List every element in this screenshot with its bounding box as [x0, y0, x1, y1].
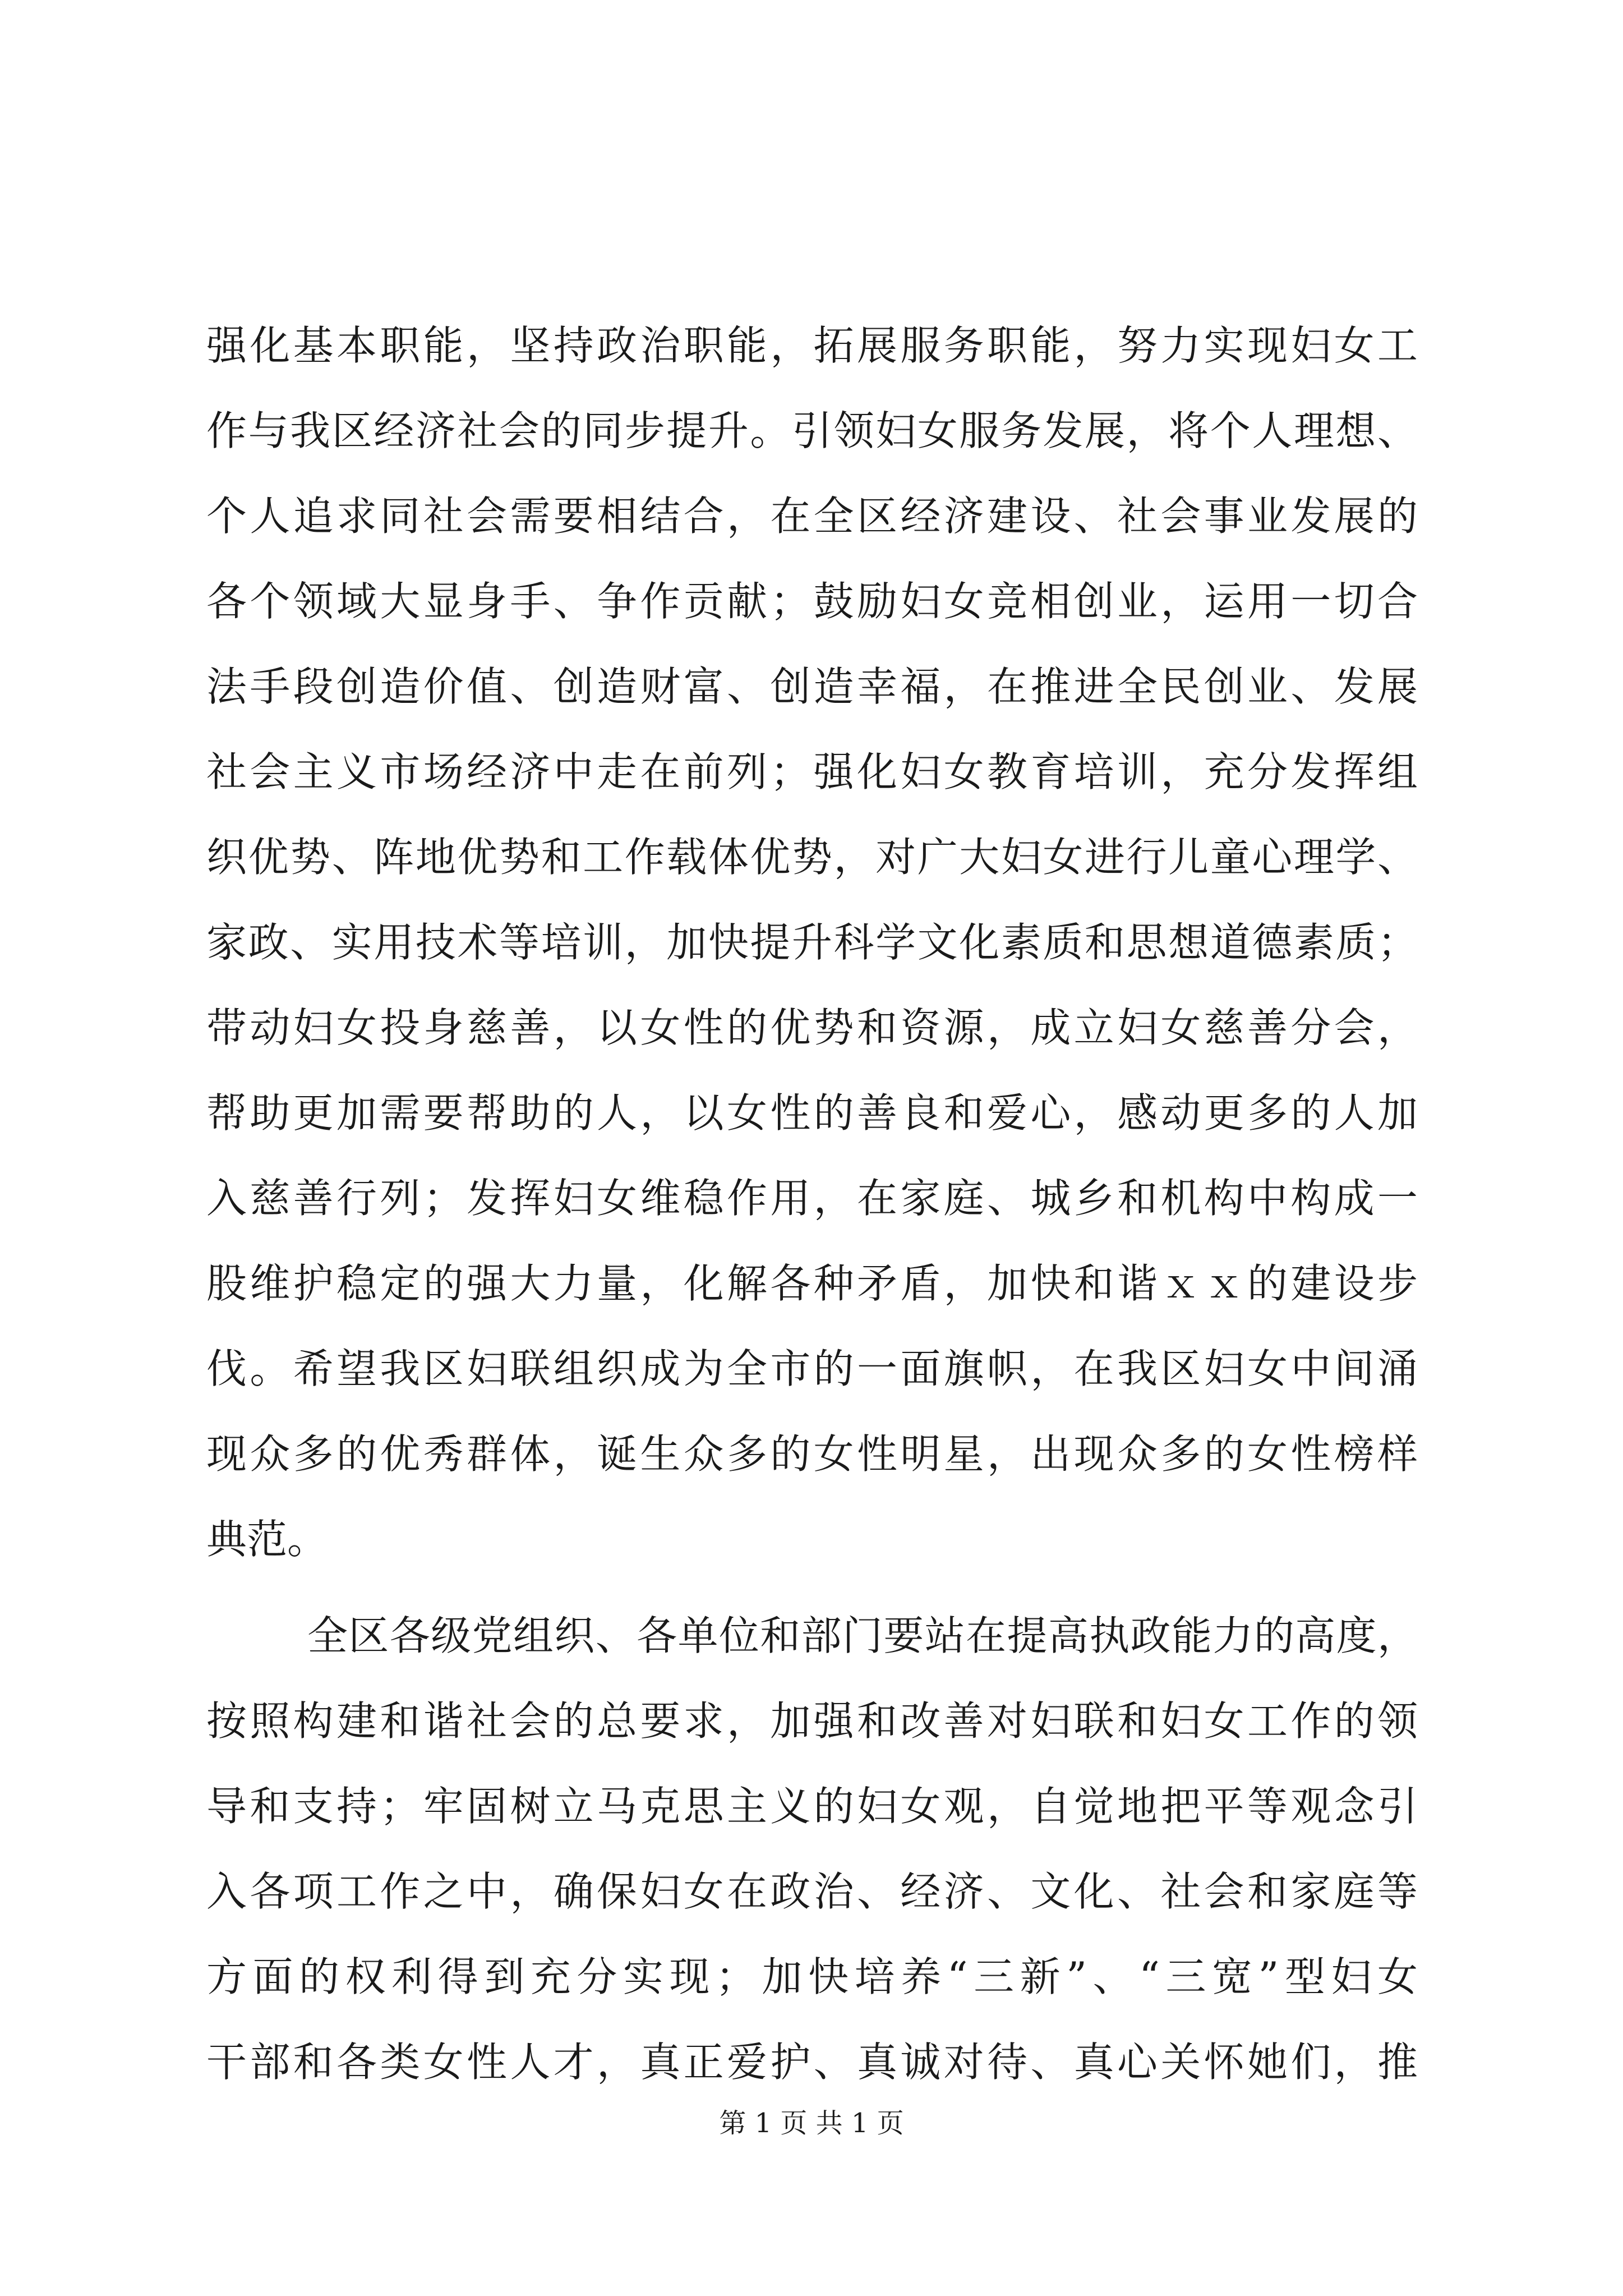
paragraph-gap — [206, 1582, 1418, 1593]
text-line: 各个领域大显身手、争作贡献；鼓励妇女竞相创业，运用一切合 — [206, 578, 1418, 625]
page-number-label: 第 1 页 共 1 页 — [719, 2108, 904, 2139]
text-line: 带动妇女投身慈善，以女性的优势和资源，成立妇女慈善分会， — [206, 1004, 1418, 1051]
text-line: 帮助更加需要帮助的人，以女性的善良和爱心，感动更多的人加 — [206, 1089, 1418, 1137]
text-line: 个人追求同社会需要相结合，在全区经济建设、社会事业发展的 — [206, 493, 1418, 540]
text-line: 方面的权利得到充分实现；加快培养“三新”、“三宽”型妇女 — [206, 1953, 1418, 2000]
text-line: 入慈善行列；发挥妇女维稳作用，在家庭、城乡和机构中构成一 — [206, 1175, 1418, 1222]
text-line: 伐。希望我区妇联组织成为全市的一面旗帜，在我区妇女中间涌 — [206, 1345, 1418, 1392]
paragraph-2 — [206, 1593, 1418, 2105]
document-body — [206, 303, 1418, 2105]
text-line: 现众多的优秀群体，诞生众多的女性明星，出现众多的女性榜样 — [206, 1430, 1418, 1478]
text-line: 作与我区经济社会的同步提升。引领妇女服务发展，将个人理想、 — [206, 407, 1418, 454]
paragraph-1 — [206, 303, 1418, 1582]
text-line: 织优势、阵地优势和工作载体优势，对广大妇女进行儿童心理学、 — [206, 834, 1418, 881]
page-footer — [0, 2106, 1623, 2140]
text-line: 干部和各类女性人才，真正爱护、真诚对待、真心关怀她们，推 — [206, 2039, 1418, 2086]
text-line: 入各项工作之中，确保妇女在政治、经济、文化、社会和家庭等 — [206, 1868, 1418, 1915]
text-line-last: 典范。 — [206, 1516, 328, 1563]
text-line-first: 全区各级党组织、各单位和部门要站在提高执政能力的高度， — [307, 1612, 1418, 1659]
text-line: 家政、实用技术等培训，加快提升科学文化素质和思想道德素质； — [206, 919, 1418, 966]
text-line: 股维护稳定的强大力量，化解各种矛盾，加快和谐ｘｘ的建设步 — [206, 1260, 1418, 1307]
text-line: 法手段创造价值、创造财富、创造幸福，在推进全民创业、发展 — [206, 663, 1418, 710]
text-line: 导和支持；牢固树立马克思主义的妇女观，自觉地把平等观念引 — [206, 1783, 1418, 1830]
text-line: 强化基本职能，坚持政治职能，拓展服务职能，努力实现妇女工 — [206, 322, 1418, 369]
text-line: 社会主义市场经济中走在前列；强化妇女教育培训，充分发挥组 — [206, 748, 1418, 795]
text-line: 按照构建和谐社会的总要求，加强和改善对妇联和妇女工作的领 — [206, 1697, 1418, 1745]
